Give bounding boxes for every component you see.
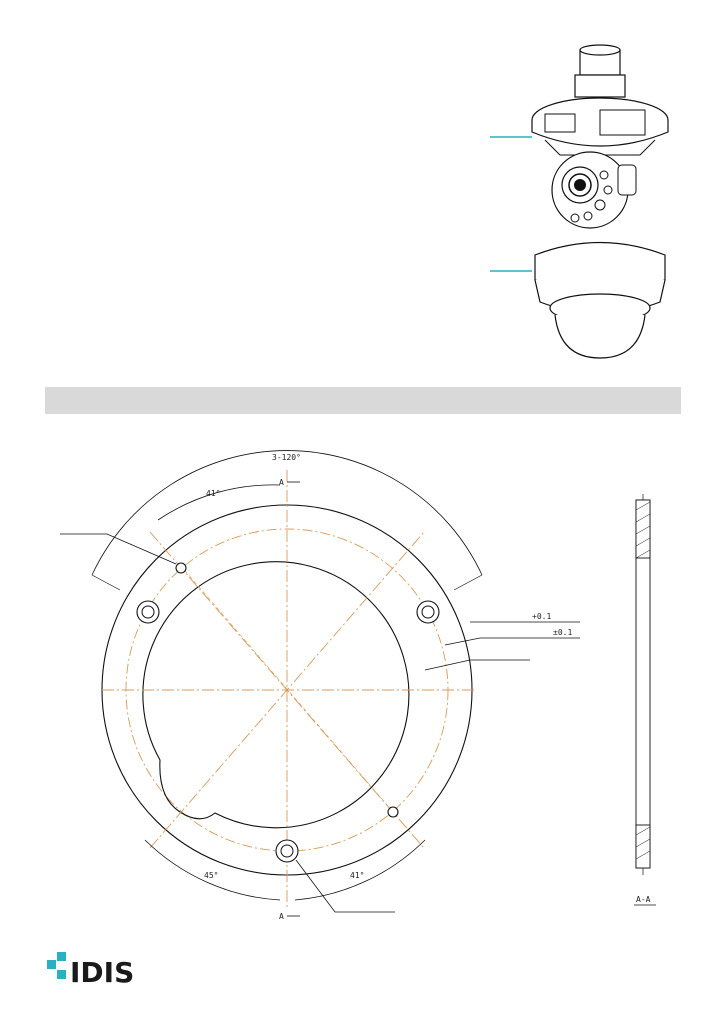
plate-inner-opening (143, 562, 409, 828)
small-hole-top (176, 563, 186, 573)
mounting-hole-bottom (276, 840, 298, 862)
tolerance-top-label: +0.1 (532, 612, 552, 621)
angle-pattern-label: 3-120° (272, 453, 301, 462)
angle-bottom-right-label: 41° (350, 871, 365, 880)
mounting-plate-drawing (0, 430, 726, 940)
section-mark-bottom: A (279, 912, 284, 921)
mounting-hole-left (137, 601, 159, 623)
tolerance-bottom-label: ±0.1 (553, 628, 573, 637)
idis-logo-text: IDIS (70, 956, 135, 989)
dome-camera-illustration (470, 40, 690, 370)
angle-bottom-left-label: 45° (204, 871, 219, 880)
section-view-label: A-A (636, 895, 651, 904)
mounting-hole-right (417, 601, 439, 623)
section-mark-top: A (279, 478, 284, 487)
section-header-bar (45, 387, 681, 414)
leader-small-hole (60, 534, 176, 564)
leader-bottom-hole (296, 860, 395, 912)
angle-top-left-label: 41° (206, 489, 221, 498)
small-hole-bottom-right (388, 807, 398, 817)
